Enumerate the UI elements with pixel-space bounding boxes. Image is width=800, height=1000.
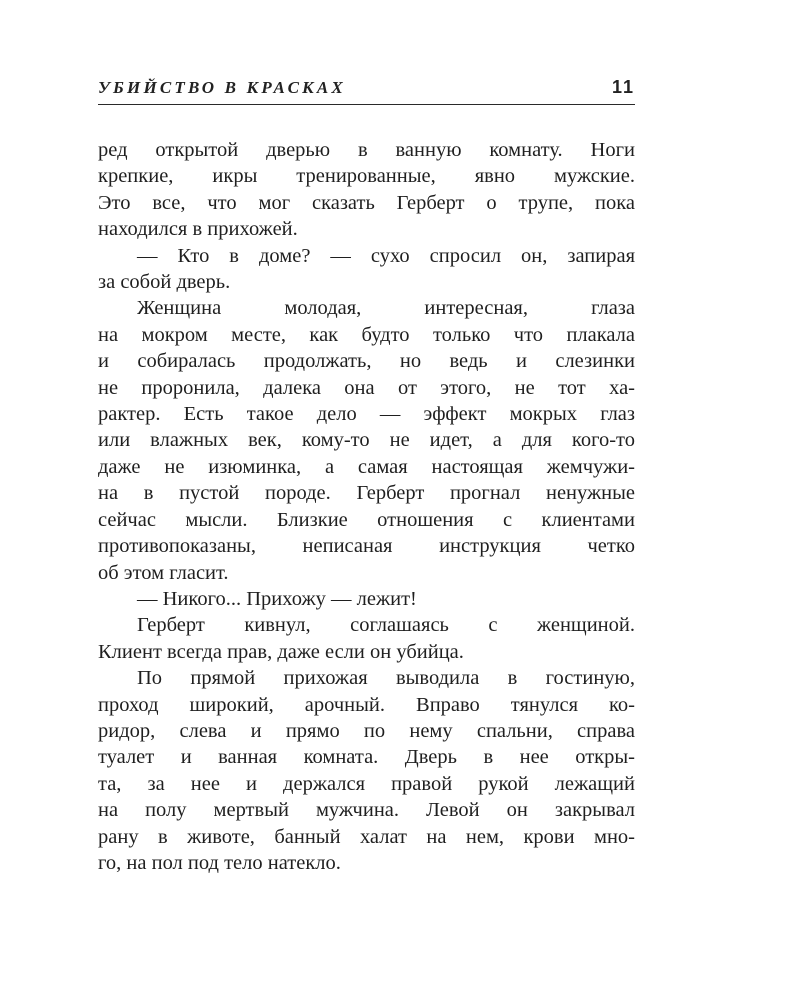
paragraph — [98, 137, 635, 243]
text-line: рактер. Есть такое дело — эффект мокрых глаз — [98, 403, 635, 426]
paragraph — [98, 665, 635, 876]
text-line: или влажных век, кому-то не идет, а для кого-то — [98, 429, 635, 452]
paragraph — [98, 586, 635, 612]
text-line: — Никого... Прихожу — лежит! — [137, 587, 417, 610]
text-line: туалет и ванная комната. Дверь в нее откры- — [98, 746, 635, 769]
page-number: 11 — [611, 77, 635, 97]
text-line: та, за нее и держался правой рукой лежащий — [98, 772, 635, 795]
paragraph — [98, 295, 635, 585]
text-line: По прямой прихожая выводила в гостиную, — [137, 667, 635, 690]
text-line: Герберт кивнул, соглашаясь с женщиной. — [137, 614, 635, 637]
text-line: и собиралась продолжать, но ведь и слезинки — [98, 350, 635, 373]
text-line: на в пустой породе. Герберт прогнал ненужные — [98, 482, 635, 505]
text-line: ред открытой дверью в ванную комнату. Ноги — [98, 139, 635, 161]
text-line: крепкие, икры тренированные, явно мужские. — [98, 165, 635, 188]
text-line: за собой дверь. — [98, 271, 231, 294]
text-line: ридор, слева и прямо по нему спальни, справа — [98, 719, 635, 742]
text-line: на полу мертвый мужчина. Левой он закрывал — [98, 799, 635, 822]
running-header — [98, 76, 635, 105]
paragraph — [98, 243, 635, 296]
text-line: находился в прихожей. — [98, 218, 298, 241]
text-line: го, на пол под тело натекло. — [98, 851, 341, 874]
text-line: не проронила, далека она от этого, не тот ха- — [98, 376, 635, 399]
text-line: проход широкий, арочный. Вправо тянулся ко- — [98, 693, 635, 716]
text-line: Женщина молодая, интересная, глаза — [137, 297, 635, 320]
paragraph — [98, 612, 635, 665]
text-line: противопоказаны, неписаная инструкция четко — [98, 535, 635, 558]
text-line: об этом гласит. — [98, 561, 229, 584]
running-title: УБИЙСТВО В КРАСКАХ — [98, 78, 346, 97]
text-line: сейчас мысли. Близкие отношения с клиентами — [98, 508, 635, 531]
body-text — [98, 137, 635, 876]
text-line: на мокром месте, как будто только что плакала — [98, 323, 635, 346]
text-line: Клиент всегда прав, даже если он убийца. — [98, 640, 464, 663]
text-line: рану в животе, банный халат на нем, крови мно- — [98, 825, 635, 848]
text-line: — Кто в доме? — сухо спросил он, запирая — [137, 244, 635, 267]
text-line: Это все, что мог сказать Герберт о трупе, пока — [98, 191, 635, 214]
text-line: даже не изюминка, а самая настоящая жемчужи- — [98, 455, 635, 478]
